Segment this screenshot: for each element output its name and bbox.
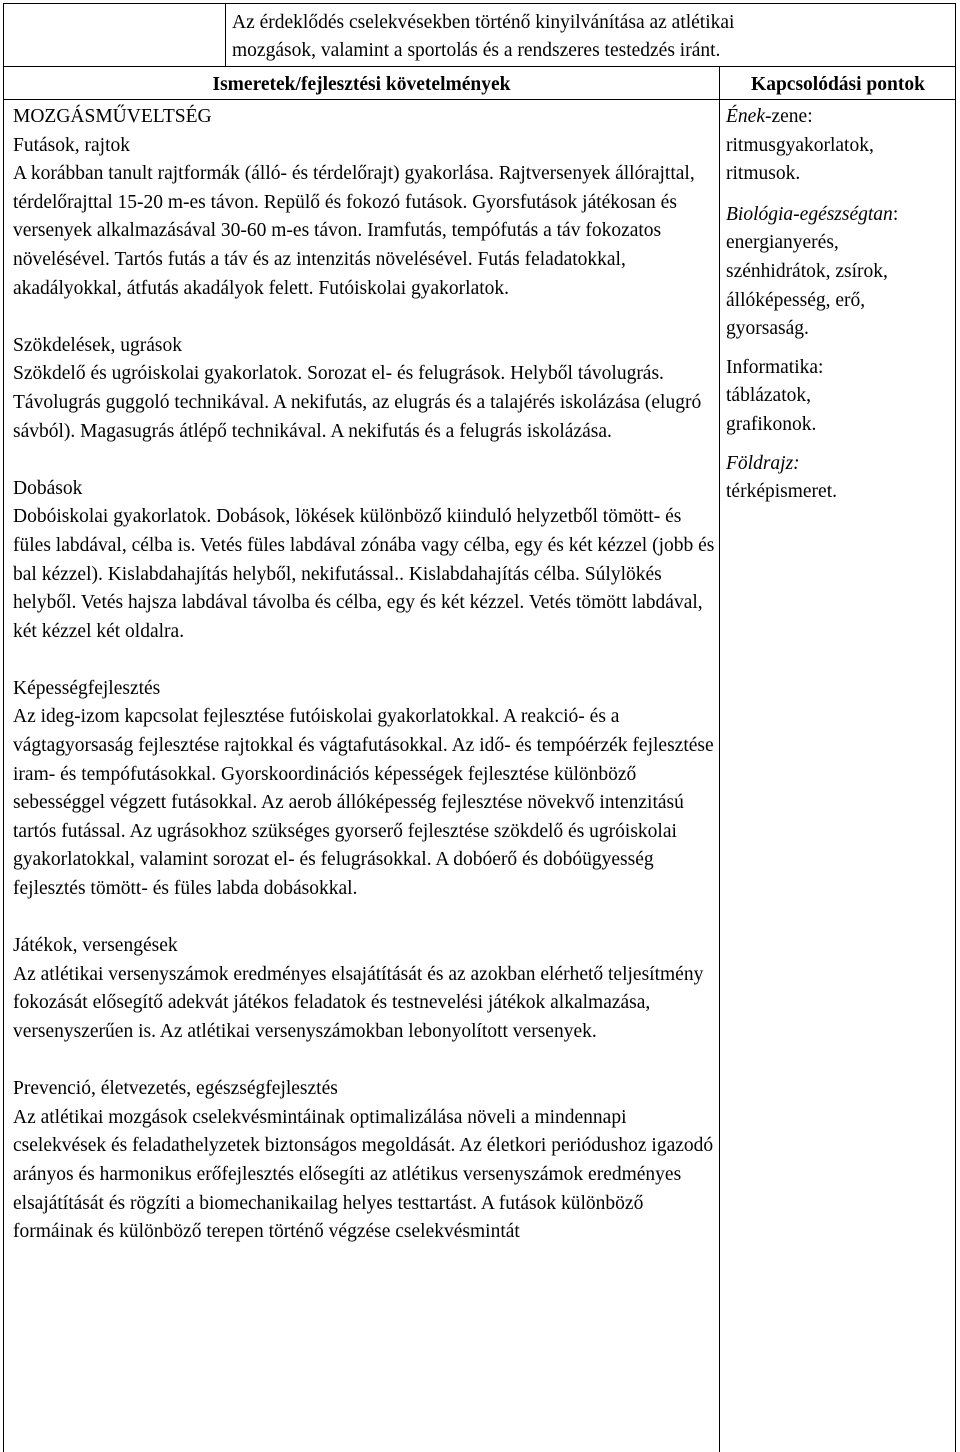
requirements-content	[13, 103, 715, 1247]
main-column-divider	[719, 66, 720, 1452]
throwing-title: Dobások	[13, 477, 83, 499]
music-line-1: ritmusgyakorlatok,	[726, 134, 874, 156]
header-connections: Kapcsolódási pontok	[751, 74, 925, 95]
jumping-text: Szökdelő és ugróiskolai gyakorlatok. Sorozat el- és felugrások. Helyből távolugrás. Távolugrás guggoló technikával. A nekifutás, az elugrás és a talajérés iskolázása (elugró sávból). Magasugrás átlépő technikával. A nekifutás és a felugrás iskolázása.	[13, 363, 702, 442]
geography-line-1: térképismeret.	[726, 481, 837, 503]
jumping-title: Szökdelések, ugrások	[13, 334, 182, 356]
goal-column-divider	[225, 4, 226, 66]
biology-line-1: energianyerés,	[726, 232, 839, 254]
header-row-divider	[4, 99, 955, 100]
running-title: Futások, rajtok	[13, 134, 130, 156]
biology-line-3: állóképesség, erő,	[726, 289, 866, 311]
running-text: A korábban tanult rajtformák (álló- és térdelőrajt) gyakorlása. Rajtversenyek állórajttal, térdelőrajttal 15-20 m-es távon. Repülő és fokozó futások. Gyorsfutások játékosan és versenyek alkalmazásával 30-60 m-es távon. Iramfutás, tempófutás a táv fokozatos növelésével. Tartós futás a táv és az intenzitás növelésével. Futás feladatokkal, akadályokkal, átfutás akadályok felett. Futóiskolai gyakorlatok.	[13, 163, 695, 299]
throwing-text: Dobóiskolai gyakorlatok. Dobások, lökések különböző kiinduló helyzetből tömött- és füles labdával, célba is. Vetés füles labdával zónába vagy célba, egy és két kézzel (jobb és bal kézzel). Kislabdahajítás helyből, nekifutással.. Kislabdahajítás célba. Súlylökés helyből. Vetés hajsza labdával távolba és célba, egy és két kézzel. Vetés tömött labdával, két kézzel két oldalra.	[13, 506, 715, 642]
music-subject: Ének-zene:	[726, 106, 813, 127]
ability-text: Az ideg-izom kapcsolat fejlesztése futóiskolai gyakorlatokkal. A reakció- és a vágtagyorsaság fejlesztése rajtokkal és vágtafutásokkal. Az idő- és tempóérzék fejlesztése iram- és tempófutásokkal. Gyorskoordinációs képességek fejlesztése különböző sebességgel végzett futásokkal. Az aerob állóképesség fejlesztése növekvő intenzitású tartós futással. Az ugrásokhoz szükséges gyorserő fejlesztése szökdelő és ugróiskolai gyakorlatokkal, valamint sorozat el- és felugrásokkal. A dobóerő és dobóügyesség fejlesztés tömött- és füles labda dobásokkal.	[13, 706, 714, 900]
development-goal-text: Az érdeklődés cselekvésekben történő kinyilvánítása az atlétikai mozgások, valamint a sportolás és a rendszeres testedzés iránt.	[232, 12, 735, 61]
prevention-text: Az atlétikai mozgások cselekvésmintáinak optimalizálása növeli a mindennapi cselekvések és feladathelyzetek biztonságos megoldását. Az életkori periódushoz igazodó arányos és harmonikus erőfejlesztés elősegíti az atlétikus versenyszámok eredményes elsajátítását és rögzíti a biomechanikailag helyes testtartást. A futások különböző formáinak és különböző terepen történő végzése cselekvésmintát	[13, 1106, 714, 1243]
curriculum-table	[3, 3, 956, 1452]
biology-line-2: szénhidrátok, zsírok,	[726, 260, 888, 282]
prevention-title: Prevenció, életvezetés, egészségfejlesztés	[13, 1078, 338, 1100]
informatics-line-1: táblázatok,	[726, 385, 811, 407]
biology-subject: Biológia-egészségtan:	[726, 203, 899, 225]
ability-title: Képességfejlesztés	[13, 677, 161, 699]
games-title: Játékok, versengések	[13, 935, 178, 957]
connections-content	[726, 103, 952, 507]
header-requirements: Ismeretek/fejlesztési követelmények	[212, 74, 511, 95]
music-line-2: ritmusok.	[726, 163, 801, 185]
geography-subject: Földrajz:	[726, 452, 800, 474]
section-title: MOZGÁSMŰVELTSÉG	[13, 106, 212, 127]
biology-line-4: gyorsaság.	[726, 318, 809, 340]
informatics-line-2: grafikonok.	[726, 413, 817, 435]
games-text: Az atlétikai versenyszámok eredményes elsajátítását és az azokban elérhető teljesítmény fokozását elősegítő adekvát játékos feladatok és testnevelési játékok alkalmazása, versenyszerűen is. Az atlétikai versenyszámokban lebonyolított versenyek.	[13, 963, 704, 1042]
goal-row-divider	[4, 66, 955, 67]
informatics-subject: Informatika:	[726, 356, 824, 378]
